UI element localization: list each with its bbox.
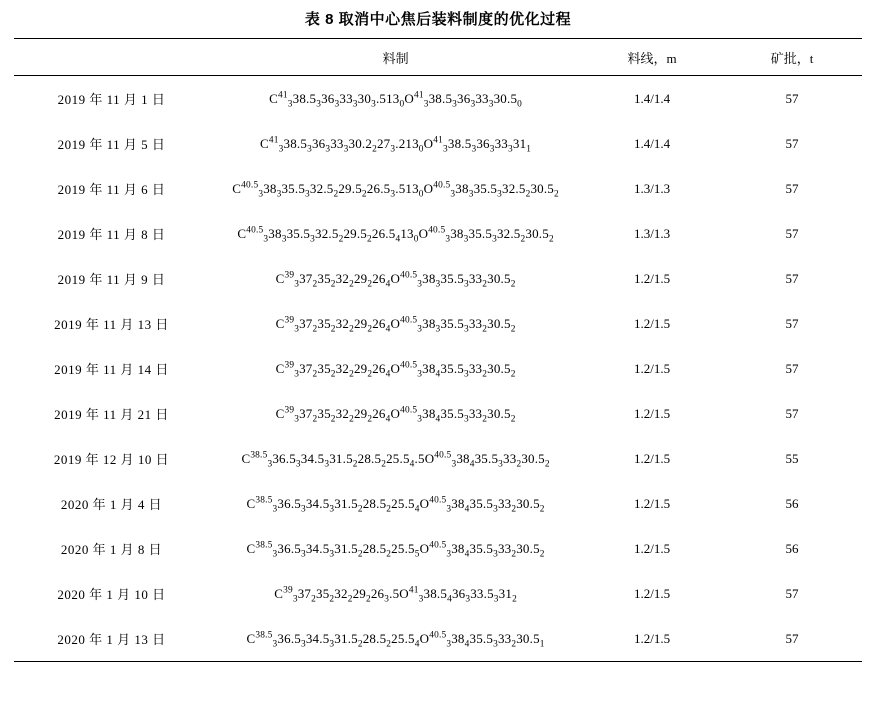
cell-recipe: $C^{41}_338.5_336_333_330_3.513_0O^{41}_338.5_336_333_330.5_0$ [269, 90, 523, 110]
cell-date: 2020 年 1 月 8 日 [60, 542, 163, 557]
column-header-line: 料线，m [582, 39, 722, 76]
cell-line: 1.2/1.5 [634, 540, 671, 556]
cell-line: 1.3/1.3 [634, 180, 671, 196]
cell-line: 1.4/1.4 [634, 90, 671, 106]
table-row [14, 211, 862, 256]
cell-date: 2020 年 1 月 10 日 [57, 587, 166, 602]
table-row [14, 526, 862, 571]
table-body [14, 76, 862, 662]
cell-batch: 57 [785, 585, 799, 601]
cell-date: 2019 年 11 月 6 日 [57, 182, 166, 197]
cell-batch: 56 [785, 540, 799, 556]
cell-recipe: $C^{38.5}_336.5_334.5_331.5_228.5_225.5_4O^{40.5}_338_435.5_333_230.5_1$ [209, 616, 582, 662]
cell-batch: 57 [785, 360, 799, 376]
cell-date: 2020 年 1 月 4 日 [60, 497, 163, 512]
cell-recipe: $C^{40.5}_338_335.5_332.5_229.5_226.5_3.513_0O^{40.5}_338_335.5_332.5_230.5_2$ [232, 180, 559, 200]
cell-batch: 57 [785, 180, 799, 196]
table-row [14, 121, 862, 166]
cell-batch: 55 [785, 450, 799, 466]
cell-recipe: $C^{39}_337_235_232_229_226_4O^{40.5}_338_335.5_333_230.5_2$ [275, 270, 516, 290]
cell-batch: 57 [785, 90, 799, 106]
table-row [14, 166, 862, 211]
cell-line: 1.3/1.3 [634, 225, 671, 241]
cell-batch: 56 [785, 495, 799, 511]
cell-recipe: $C^{39}_337_235_232_229_226_4O^{40.5}_338_435.5_333_230.5_2$ [275, 360, 516, 380]
cell-recipe: $C^{39}_337_235_232_229_226_4O^{40.5}_338_335.5_333_230.5_2$ [275, 315, 516, 335]
table-row [14, 616, 862, 662]
cell-date: 2019 年 11 月 5 日 [57, 137, 166, 152]
cell-batch: 57 [785, 270, 799, 286]
table-row [14, 571, 862, 616]
cell-line: 1.2/1.5 [634, 495, 671, 511]
cell-recipe: $C^{38.5}_336.5_334.5_331.5_228.5_225.5_4O^{40.5}_338_435.5_333_230.5_2$ [246, 495, 545, 515]
table-row [14, 76, 862, 122]
column-header-batch: 矿批，t [722, 39, 862, 76]
table-row [14, 391, 862, 436]
cell-date: 2020 年 1 月 13 日 [14, 616, 209, 662]
table-row [14, 301, 862, 346]
cell-date: 2019 年 11 月 1 日 [57, 92, 166, 107]
cell-line: 1.2/1.5 [634, 450, 671, 466]
table-title: 表 8 取消中心焦后装料制度的优化过程 [304, 11, 572, 28]
cell-recipe: $C^{41}_338.5_336_333_330.2_227_3.213_0O^{41}_338.5_336_333_331_1$ [260, 135, 532, 155]
table-row [14, 256, 862, 301]
table-header-row [14, 39, 862, 76]
cell-line: 1.2/1.5 [634, 360, 671, 376]
cell-date: 2019 年 11 月 14 日 [54, 362, 169, 377]
cell-date: 2019 年 11 月 13 日 [54, 317, 169, 332]
cell-date: 2019 年 11 月 8 日 [57, 227, 166, 242]
table-row [14, 346, 862, 391]
table-row [14, 436, 862, 481]
cell-recipe: $C^{38.5}_336.5_334.5_331.5_228.5_225.5_4.5O^{40.5}_338_435.5_333_230.5_2$ [241, 450, 550, 470]
column-header-recipe: 料制 [209, 39, 582, 76]
cell-line: 1.4/1.4 [634, 135, 671, 151]
cell-date: 2019 年 11 月 9 日 [57, 272, 166, 287]
cell-recipe: $C^{39}_337_235_232_229_226_4O^{40.5}_338_435.5_333_230.5_2$ [275, 405, 516, 425]
table-row [14, 481, 862, 526]
table-header [14, 39, 862, 76]
cell-batch: 57 [722, 616, 862, 662]
cell-line: 1.2/1.5 [634, 270, 671, 286]
cell-date: 2019 年 11 月 21 日 [54, 407, 169, 422]
cell-batch: 57 [785, 135, 799, 151]
column-header-date [14, 39, 209, 76]
cell-batch: 57 [785, 405, 799, 421]
cell-recipe: $C^{40.5}_338_335.5_332.5_229.5_226.5_413_0O^{40.5}_338_335.5_332.5_230.5_2$ [237, 225, 554, 245]
cell-line: 1.2/1.5 [634, 405, 671, 421]
cell-line: 1.2/1.5 [634, 585, 671, 601]
cell-batch: 57 [785, 225, 799, 241]
cell-line: 1.2/1.5 [582, 616, 722, 662]
cell-line: 1.2/1.5 [634, 315, 671, 331]
cell-recipe: $C^{39}_337_235_232_229_226_3.5O^{41}_338.5_436_333.5_331_2$ [274, 585, 517, 605]
cell-recipe: $C^{38.5}_336.5_334.5_331.5_228.5_225.5_5O^{40.5}_338_435.5_333_230.5_2$ [246, 540, 545, 560]
charging-regime-table [14, 38, 862, 662]
cell-date: 2019 年 12 月 10 日 [53, 452, 170, 467]
cell-batch: 57 [785, 315, 799, 331]
